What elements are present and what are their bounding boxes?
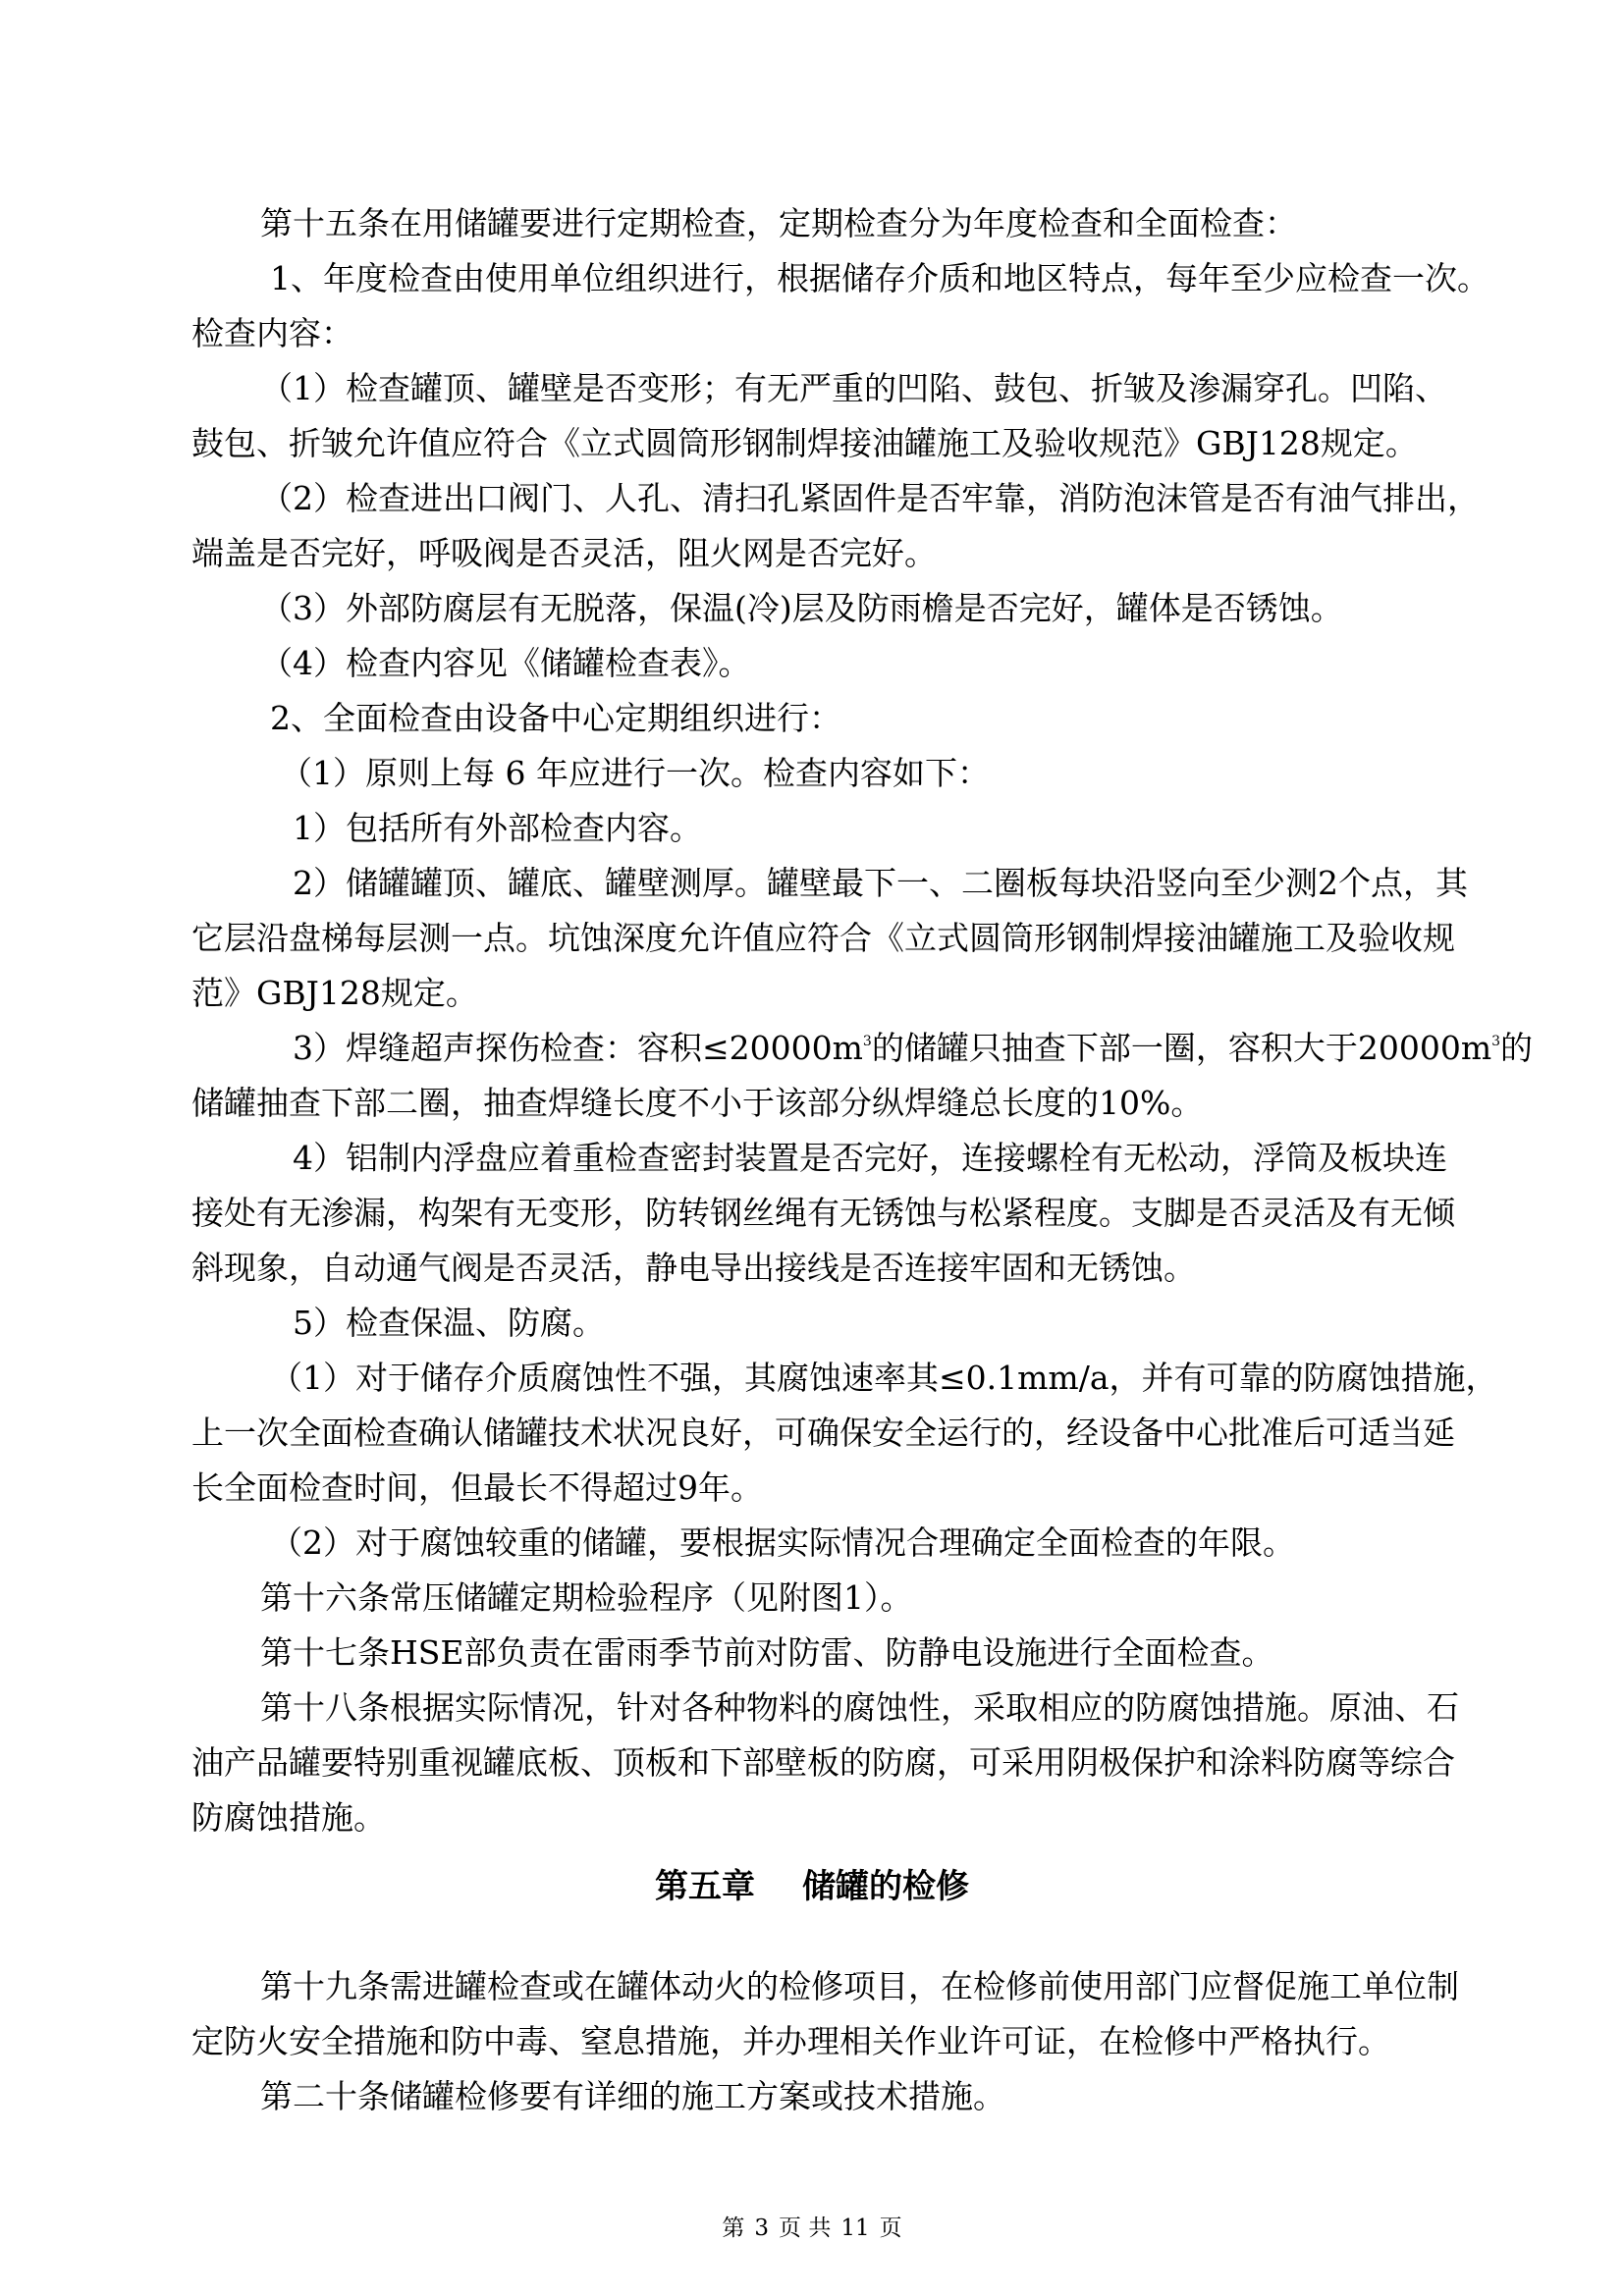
paragraph-line: 它层沿盘梯每层测一点。坑蚀深度允许值应符合《立式圆筒形钢制焊接油罐施工及验收规 — [191, 919, 1455, 957]
paragraph-line: 第十八条根据实际情况，针对各种物料的腐蚀性，采取相应的防腐蚀措施。原油、石 — [260, 1688, 1459, 1727]
footer-current-page: 3 — [754, 2216, 770, 2241]
paragraph-line: 端盖是否完好，呼吸阀是否灵活，阻火网是否完好。 — [191, 534, 937, 572]
paragraph-line: （3）外部防腐层有无脱落，保温(冷)层及防雨檐是否完好，罐体是否锈蚀。 — [260, 589, 1343, 627]
paragraph-line: 1）包括所有外部检查内容。 — [293, 809, 702, 847]
paragraph-line: 定防火安全措施和防中毒、窒息措施，并办理相关作业许可证，在检修中严格执行。 — [191, 2022, 1390, 2060]
paragraph-line: 储罐抽查下部二圈，抽查焊缝长度不小于该部分纵焊缝总长度的10%。 — [191, 1084, 1204, 1122]
paragraph-line: 1、年度检查由使用单位组织进行，根据储存介质和地区特点，每年至少应检查一次。 — [270, 259, 1489, 297]
page-footer — [0, 2215, 1624, 2242]
paragraph-line: 4）铝制内浮盘应着重检查密封装置是否完好，连接螺栓有无松动，浮筒及板块连 — [293, 1139, 1447, 1177]
paragraph-line: 防腐蚀措施。 — [191, 1798, 386, 1837]
paragraph-line: （4）检查内容见《储罐检查表》。 — [260, 644, 751, 682]
paragraph-line: 接处有无渗漏，构架有无变形，防转钢丝绳有无锈蚀与松紧程度。支脚是否灵活及有无倾 — [191, 1194, 1455, 1232]
paragraph-line: 长全面检查时间，但最长不得超过9年。 — [191, 1468, 763, 1507]
paragraph-line: （2）检查进出口阀门、人孔、清扫孔紧固件是否牢靠，消防泡沫管是否有油气排出， — [260, 479, 1480, 517]
chapter-number: 第五章 — [655, 1867, 755, 1906]
chapter-heading — [0, 1867, 1624, 1906]
paragraph-line-weld — [293, 1029, 1569, 1068]
paragraph-line: （1）原则上每 6 年应进行一次。检查内容如下： — [280, 754, 990, 792]
footer-prefix: 第 — [722, 2216, 745, 2241]
weld-text-part: 3）焊缝超声探伤检查：容积≤20000m — [293, 1029, 863, 1067]
chapter-title: 储罐的检修 — [802, 1867, 969, 1906]
paragraph-line: 2）储罐罐顶、罐底、罐壁测厚。罐壁最下一、二圈板每块沿竖向至少测2个点，其 — [293, 864, 1468, 902]
paragraph-line: 油产品罐要特别重视罐底板、顶板和下部壁板的防腐，可采用阴极保护和涂料防腐等综合 — [191, 1743, 1455, 1782]
paragraph-line: （1）检查罐顶、罐壁是否变形；有无严重的凹陷、鼓包、折皱及渗漏穿孔。凹陷、 — [260, 369, 1447, 407]
paragraph-line: 第十六条常压储罐定期检验程序（见附图1）。 — [260, 1578, 913, 1617]
paragraph-line: 范》GBJ128规定。 — [191, 974, 478, 1012]
paragraph-line: 上一次全面检查确认储罐技术状况良好，可确保安全运行的，经设备中心批准后可适当延 — [191, 1414, 1455, 1452]
paragraph-line: 第十五条在用储罐要进行定期检查，定期检查分为年度检查和全面检查： — [260, 204, 1297, 242]
paragraph-line: 斜现象，自动通气阀是否灵活，静电导出接线是否连接牢固和无锈蚀。 — [191, 1249, 1196, 1287]
paragraph-line: 检查内容： — [191, 314, 353, 352]
paragraph-line: 第十七条HSE部负责在雷雨季节前对防雷、防静电设施进行全面检查。 — [260, 1633, 1274, 1672]
weld-text-part: 的 — [1500, 1029, 1534, 1067]
weld-text-part: 的储罐只抽查下部一圈，容积大于20000m — [871, 1029, 1492, 1067]
paragraph-line: 鼓包、折皱允许值应符合《立式圆筒形钢制焊接油罐施工及验收规范》GBJ128规定。 — [191, 424, 1418, 462]
paragraph-line: （1）对于储存介质腐蚀性不强，其腐蚀速率其≤0.1mm/a，并有可靠的防腐蚀措施， — [270, 1359, 1498, 1397]
paragraph-line: （2）对于腐蚀较重的储罐，要根据实际情况合理确定全面检查的年限。 — [270, 1523, 1295, 1562]
footer-middle: 页 共 — [779, 2216, 832, 2241]
superscript: 3 — [862, 1034, 872, 1049]
paragraph-line: 5）检查保温、防腐。 — [293, 1304, 605, 1342]
paragraph-line: 第十九条需进罐检查或在罐体动火的检修项目，在检修前使用部门应督促施工单位制 — [260, 1967, 1459, 2005]
superscript: 3 — [1491, 1034, 1501, 1049]
footer-total-pages: 11 — [840, 2216, 870, 2241]
paragraph-line: 2、全面检查由设备中心定期组织进行： — [270, 699, 841, 737]
paragraph-line: 第二十条储罐检修要有详细的施工方案或技术措施。 — [260, 2077, 1005, 2115]
footer-suffix: 页 — [879, 2216, 902, 2241]
